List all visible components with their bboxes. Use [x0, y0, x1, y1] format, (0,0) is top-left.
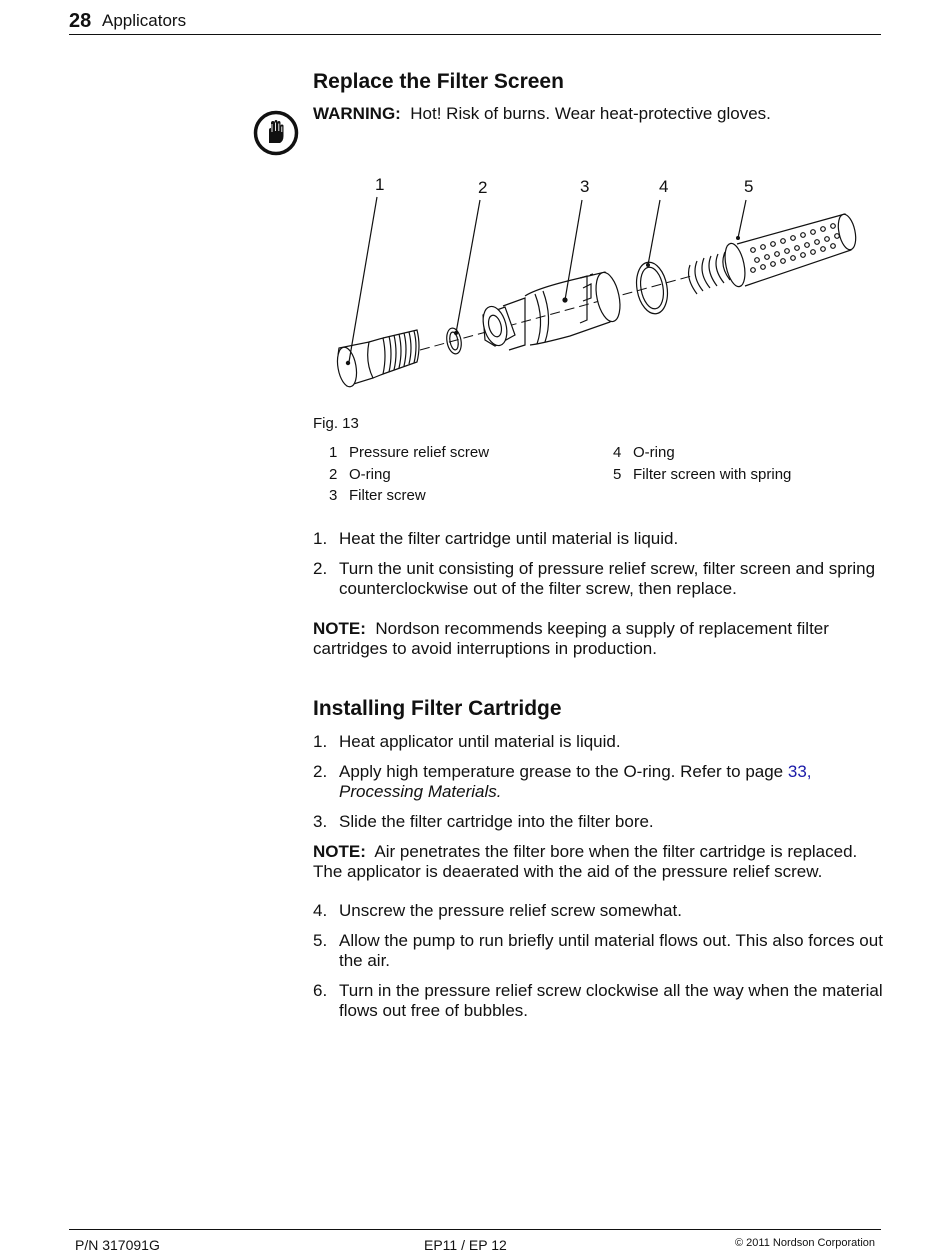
page-header	[69, 8, 881, 35]
callout-3: 3	[580, 177, 590, 196]
list-item: 1. Heat applicator until material is liquid.	[313, 732, 621, 751]
list-item: 2. Apply high temperature grease to the O-ring. Refer to page 33, Processing Materials.	[313, 762, 812, 801]
legend-item: 1 Pressure relief screw	[329, 444, 490, 461]
callout-4: 4	[659, 177, 669, 196]
list-item: 1. Heat the filter cartridge until material is liquid.	[313, 529, 679, 548]
model-name: EP11 / EP 12	[424, 1237, 507, 1253]
note-text: Nordson recommends keeping a supply of replacement filter cartridges to avoid interruptions in production.	[313, 619, 829, 658]
legend-item: 3 Filter screw	[329, 487, 426, 504]
note	[313, 842, 888, 882]
note	[313, 619, 888, 659]
section-title-replace-filter-screen: Replace the Filter Screen	[313, 70, 564, 93]
filter-assembly-diagram	[325, 170, 870, 405]
warning-label: WARNING:	[313, 104, 401, 123]
page-number: 28	[69, 10, 92, 32]
part-number: P/N 317091G	[75, 1237, 160, 1253]
callout-5: 5	[744, 177, 754, 196]
note-label: NOTE:	[313, 842, 366, 861]
legend-item: 4 O-ring	[613, 444, 675, 461]
callout-1: 1	[375, 175, 385, 194]
list-item: 5. Allow the pump to run briefly until material flows out. This also forces out the air.	[313, 931, 883, 970]
warning-message	[313, 104, 771, 124]
list-item: 6. Turn in the pressure relief screw clockwise all the way when the material flows out free of bubbles.	[313, 981, 883, 1020]
section-label: Applicators	[102, 11, 187, 30]
figure-caption: Fig. 13	[313, 415, 359, 432]
warning-text: Hot! Risk of burns. Wear heat-protective gloves.	[410, 104, 771, 123]
list-item: 2. Turn the unit consisting of pressure relief screw, filter screen and spring counterclockwise out of the filter screw, then replace.	[313, 559, 876, 598]
gloves-icon	[253, 110, 299, 156]
copyright: © 2011 Nordson Corporation	[735, 1237, 875, 1249]
note-text: Air penetrates the filter bore when the filter cartridge is replaced. The applicator is deaerated with the aid of the pressure relief screw.	[313, 842, 858, 881]
legend-item: 2 O-ring	[329, 466, 391, 483]
section-title-installing-filter-cartridge: Installing Filter Cartridge	[313, 697, 562, 720]
pressure-relief-screw-part	[335, 330, 419, 388]
list-item: 4. Unscrew the pressure relief screw somewhat.	[313, 901, 682, 920]
filter-screw-part	[479, 270, 624, 350]
filter-screen-with-spring-part	[689, 213, 859, 294]
reference-title: Processing Materials.	[339, 782, 502, 801]
page-link[interactable]: 33	[787, 762, 807, 781]
o-ring-large-part	[633, 260, 672, 316]
legend-item: 5 Filter screen with spring	[613, 466, 792, 483]
note-label: NOTE:	[313, 619, 366, 638]
list-item: 3. Slide the filter cartridge into the filter bore.	[313, 812, 654, 831]
page-footer	[69, 1229, 881, 1254]
callout-2: 2	[478, 178, 488, 197]
